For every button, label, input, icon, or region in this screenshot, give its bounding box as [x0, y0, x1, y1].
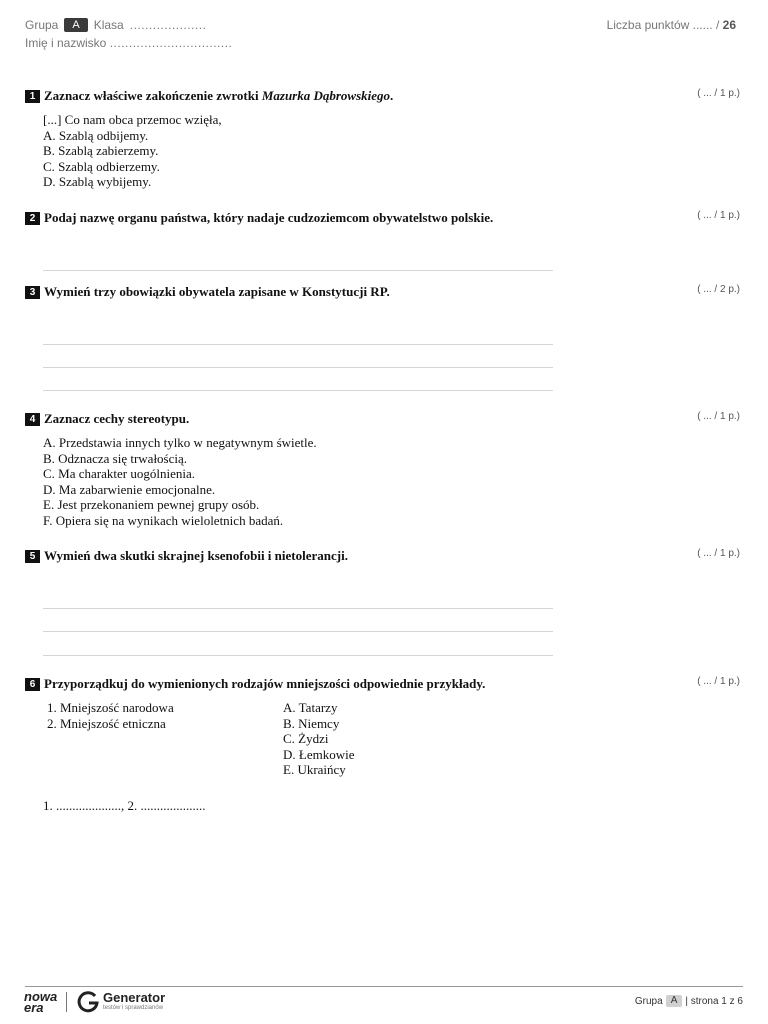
question-4 — [25, 411, 740, 528]
option-d[interactable]: D. Ma zabarwienie emocjonalne. — [43, 481, 216, 497]
option-e[interactable]: E. Jest przekonaniem pewnej grupy osób. — [43, 497, 260, 512]
option-a[interactable]: A. Przedstawia innych tylko w negatywnym świetle. — [43, 435, 317, 450]
header-name — [25, 36, 232, 50]
answer-line[interactable] — [43, 367, 553, 368]
name-label: Imię i nazwisko — [25, 36, 107, 50]
question-1 — [25, 88, 740, 190]
answer-line[interactable] — [43, 631, 553, 632]
option-f[interactable]: F. Opiera się na wynikach wieloletnich badań. — [43, 512, 284, 528]
question-points: ( ... / 2 p.) — [697, 284, 740, 295]
points-total: 26 — [722, 18, 736, 32]
question-number: 6 — [25, 678, 40, 691]
options-list — [43, 435, 740, 528]
list-item: D. Łemkowie — [283, 746, 355, 762]
list-item: A. Tatarzy — [283, 700, 338, 715]
page-number: | strona 1 z 6 — [685, 995, 743, 1007]
question-number: 5 — [25, 550, 40, 563]
points-label: Liczba punktów ...... / — [606, 18, 720, 32]
option-c[interactable]: C. Szablą odbierzemy. — [43, 158, 160, 174]
generator-subtitle: testów i sprawdzianów — [103, 1005, 164, 1011]
question-text: Zaznacz cechy stereotypu. — [44, 411, 190, 426]
question-points: ( ... / 1 p.) — [697, 676, 740, 687]
question-points: ( ... / 1 p.) — [697, 210, 740, 221]
question-text: Zaznacz właściwe zakończenie zwrotki Mazurka Dąbrowskiego. — [44, 88, 394, 103]
question-3 — [25, 284, 740, 396]
option-d[interactable]: D. Szablą wybijemy. — [43, 174, 152, 189]
question-points: ( ... / 1 p.) — [697, 88, 740, 99]
class-field[interactable]: .................... — [129, 18, 207, 32]
nowa-era-logo: nowa era — [24, 989, 58, 1015]
generator-g-icon — [76, 990, 100, 1019]
question-number: 1 — [25, 90, 40, 103]
question-text: Wymień trzy obowiązki obywatela zapisane w Konstytucji RP. — [44, 284, 390, 299]
list-item: E. Ukraińcy — [283, 762, 346, 777]
question-points: ( ... / 1 p.) — [697, 411, 740, 422]
points-summary — [607, 18, 736, 32]
footer-group-label: Grupa — [634, 995, 663, 1007]
examples-list — [283, 700, 354, 778]
question-text: Podaj nazwę organu państwa, który nadaje cudzoziemcom obywatelstwo polskie. — [44, 210, 494, 225]
answer-line[interactable] — [43, 270, 553, 271]
generator-title: Generator — [103, 990, 166, 1005]
question-2 — [25, 210, 740, 274]
class-label: Klasa — [93, 18, 124, 32]
matching-answer-field[interactable]: 1. ...................., 2. .................... — [43, 798, 206, 813]
options-list — [43, 112, 740, 190]
option-b[interactable]: B. Odznacza się trwałością. — [43, 450, 188, 466]
question-number: 2 — [25, 212, 40, 225]
option-quote: [...] Co nam obca przemoc wzięła, — [43, 112, 222, 127]
question-text: Wymień dwa skutki skrajnej ksenofobii i nietolerancji. — [44, 548, 348, 563]
minority-types-list — [47, 700, 283, 778]
footer-group-badge: A — [666, 995, 683, 1007]
group-badge: A — [64, 18, 87, 32]
header-group-class — [25, 18, 206, 32]
list-item: 1. Mniejszość narodowa — [47, 700, 174, 715]
list-item: 2. Mniejszość etniczna — [47, 715, 166, 731]
question-text: Przyporządkuj do wymienionych rodzajów mniejszości odpowiednie przykłady. — [44, 676, 486, 691]
list-item: C. Żydzi — [283, 731, 329, 746]
answer-line[interactable] — [43, 608, 553, 609]
group-label: Grupa — [25, 18, 59, 32]
list-item: B. Niemcy — [283, 715, 340, 731]
answer-line[interactable] — [43, 390, 553, 391]
question-5 — [25, 548, 740, 660]
question-points: ( ... / 1 p.) — [697, 548, 740, 559]
option-a[interactable]: A. Szablą odbijemy. — [43, 127, 149, 143]
answer-line[interactable] — [43, 655, 553, 656]
question-number: 4 — [25, 413, 40, 426]
option-c[interactable]: C. Ma charakter uogólnienia. — [43, 466, 195, 481]
option-b[interactable]: B. Szablą zabierzemy. — [43, 143, 159, 158]
question-number: 3 — [25, 286, 40, 299]
logo-separator — [66, 992, 67, 1012]
matching-columns — [47, 700, 740, 778]
question-6 — [25, 676, 740, 816]
footer-divider — [25, 986, 743, 987]
answer-line[interactable] — [43, 344, 553, 345]
name-field[interactable]: ................................ — [109, 36, 233, 50]
footer-page-info — [635, 995, 743, 1007]
